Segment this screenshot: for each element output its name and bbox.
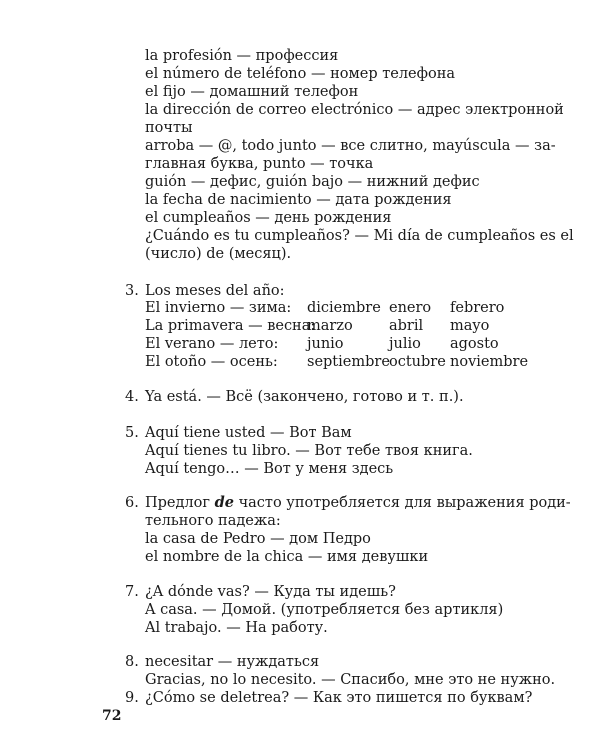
text-line: el fijo — домашний телефон — [145, 84, 359, 100]
section-title: Los meses del año: — [145, 283, 285, 299]
section-number: 3. — [125, 283, 139, 299]
month: agosto — [450, 336, 499, 352]
text-line: guión — дефис, guión bajo — нижний дефис — [145, 174, 480, 190]
text-line: тельного падежа: — [145, 513, 281, 529]
text-line: la casa de Pedro — дом Педро — [145, 531, 371, 547]
text-line: ¿A dónde vas? — Куда ты идешь? — [145, 584, 396, 600]
month: abril — [389, 318, 424, 334]
month: septiembre — [307, 354, 390, 370]
text-line: почты — [145, 120, 193, 136]
emphasized-word: de — [214, 494, 234, 511]
month: marzo — [307, 318, 353, 334]
season-label: El verano — лето: — [145, 336, 279, 352]
month: octubre — [389, 354, 446, 370]
month: mayo — [450, 318, 490, 334]
text-line: Al trabajo. — На работу. — [145, 620, 328, 636]
text-line: Aquí tengo… — Вот у меня здесь — [145, 461, 394, 477]
section-number: 5. — [125, 425, 139, 441]
month: noviembre — [450, 354, 529, 370]
text-line: главная буква, punto — точка — [145, 156, 374, 172]
season-label: El invierno — зима: — [145, 300, 292, 316]
text-line: ¿Cómo se deletrea? — Как это пишется по буквам? — [145, 690, 533, 706]
month: febrero — [450, 300, 505, 316]
month: julio — [389, 336, 421, 352]
section-number: 6. — [125, 495, 139, 511]
text-line: Aquí tienes tu libro. — Вот тебе твоя книга. — [145, 443, 473, 459]
section-number: 8. — [125, 654, 139, 670]
season-label: El otoño — осень: — [145, 354, 278, 370]
text-fragment: Предлог — [145, 495, 215, 511]
season-label: La primavera — весна: — [145, 318, 316, 334]
text-line: A casa. — Домой. (употребляется без артикля) — [145, 602, 504, 618]
section-number: 7. — [125, 584, 139, 600]
text-line: la dirección de correo electrónico — адрес электронной — [145, 102, 564, 118]
text-line: (число) de (месяц). — [145, 246, 292, 262]
page-number: 72 — [102, 708, 122, 724]
text-line: ¿Cuándo es tu cumpleaños? — Mi día de cumpleaños es el — [145, 228, 574, 244]
text-line: el número de teléfono — номер телефона — [145, 66, 456, 82]
month: enero — [389, 300, 432, 316]
text-line: la profesión — профессия — [145, 48, 339, 64]
text-line: Gracias, no lo necesito. — Спасибо, мне это не нужно. — [145, 672, 556, 688]
section-number: 4. — [125, 389, 139, 405]
text-fragment: часто употребляется для выражения роди- — [233, 495, 571, 511]
text-line: Aquí tiene usted — Вот Вам — [145, 425, 352, 441]
text-line: necesitar — нуждаться — [145, 654, 320, 670]
text-line — [145, 494, 571, 512]
text-line: el nombre de la chica — имя девушки — [145, 549, 429, 565]
text-line: el cumpleaños — день рождения — [145, 210, 392, 226]
text-line: arroba — @, todo junto — все слитно, mayúscula — за- — [145, 138, 556, 154]
text-line: la fecha de nacimiento — дата рождения — [145, 192, 452, 208]
month: diciembre — [307, 300, 381, 316]
month: junio — [307, 336, 344, 352]
section-number: 9. — [125, 690, 139, 706]
text-line: Ya está. — Всё (закончено, готово и т. п.). — [145, 389, 464, 405]
